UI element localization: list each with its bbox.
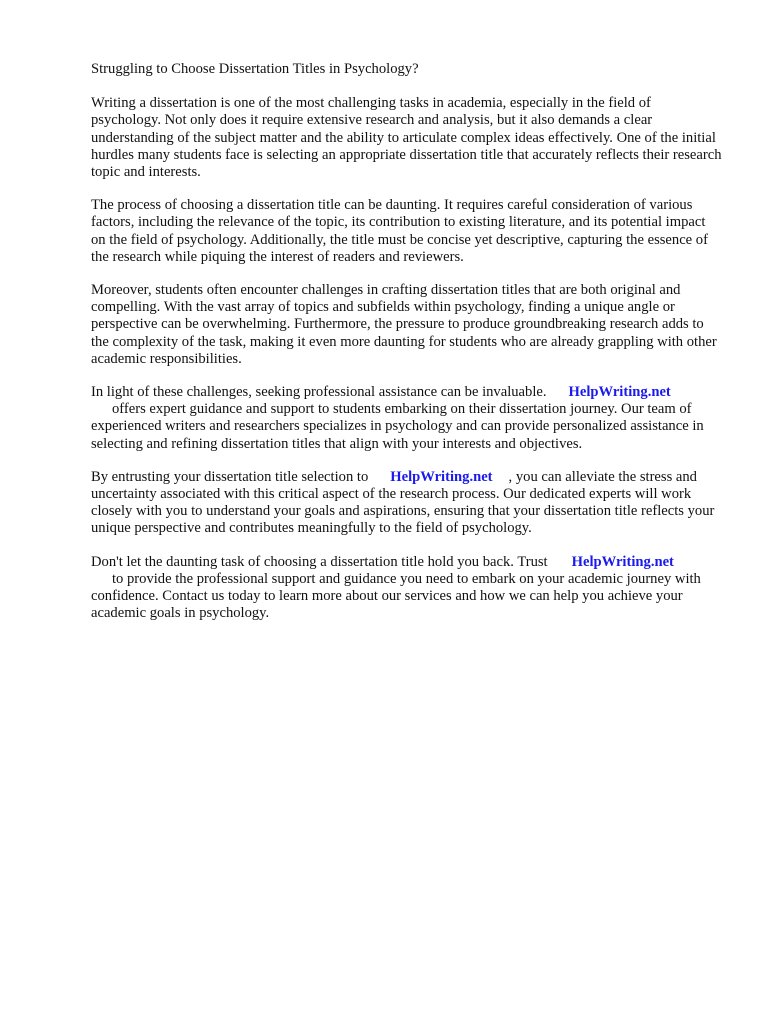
paragraph-4 [91,384,723,453]
helpwriting-link-2[interactable]: HelpWriting.net [390,468,493,485]
paragraph-5 [91,469,723,538]
paragraph-6-text-after: to provide the professional support and guidance you need to embark on your academic journey with confidence. Contact us today to learn more about our services and how we can help you achieve your academic goals in psychology. [91,570,701,622]
paragraph-5-text-after: , you can alleviate the stress and uncertainty associated with this critical aspect of the research process. Our dedicated experts will work closely with you to understand your goals and aspirations, ensuring that your dissertation title reflects your unique perspective and contributes meaningfully to the field of psychology. [91,468,715,537]
document-title: Struggling to Choose Dissertation Titles in Psychology? [91,61,419,77]
paragraph-4-text-after: offers expert guidance and support to students embarking on their dissertation journey. Our team of experienced writers and researchers specializes in psychology and can provide personalized assistance in selecting and refining dissertation titles that align with your interests and objectives. [91,401,704,452]
paragraph-6 [91,554,723,623]
helpwriting-link-1[interactable]: HelpWriting.net [568,384,671,401]
paragraph-3: Moreover, students often encounter challenges in crafting dissertation titles that are both original and compelling. With the vast array of topics and subfields within psychology, finding a unique angle or perspective can be overwhelming. Furthermore, the pressure to produce groundbreaking research adds to the complexity of the task, making it even more daunting for students who are already grappling with other academic responsibilities. [91,282,717,367]
helpwriting-link-3[interactable]: HelpWriting.net [571,553,674,570]
paragraph-1: Writing a dissertation is one of the most challenging tasks in academia, especially in the field of psychology. Not only does it require extensive research and analysis, but it also demands a clear understanding of the subject matter and the ability to articulate complex ideas effectively. One of the initial hurdles many students face is selecting an appropriate dissertation title that accurately reflects their research topic and interests. [91,95,722,181]
paragraph-5-text-before: By entrusting your dissertation title selection to [91,468,369,485]
paragraph-6-text-before: Don't let the daunting task of choosing a dissertation title hold you back. Trust [91,553,548,570]
document-page [91,61,723,638]
paragraph-2: The process of choosing a dissertation title can be daunting. It requires careful consideration of various factors, including the relevance of the topic, its contribution to existing literature, and its potential impact on the field of psychology. Additionally, the title must be concise yet descriptive, capturing the essence of the research while piquing the interest of readers and reviewers. [91,197,708,265]
paragraph-4-text-before: In light of these challenges, seeking professional assistance can be invaluable. [91,384,547,401]
